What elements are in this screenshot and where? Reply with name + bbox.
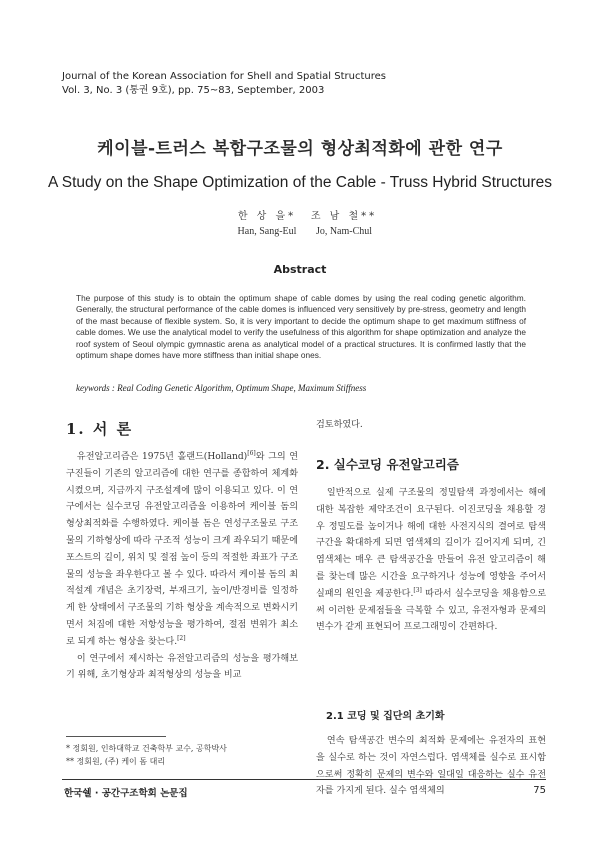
section-2-heading: 2. 실수코딩 유전알고리즘: [316, 457, 459, 472]
text-run: 유전알고리즘은 1975년 홀랜드(Holland): [76, 452, 248, 462]
journal-volume: Vol. 3, No. 3 (통권 9호), pp. 75~83, September, 2003: [62, 85, 325, 96]
reference-mark: [2]: [177, 634, 186, 642]
footer-rule: [62, 779, 546, 780]
section-2-body: [316, 485, 546, 636]
text-run: 따라서 실수코딩을 채용함으로써 이러한 문제점들을 극복할 수 있고, 유전자형과 문제의 변수가 같게 표현되어 프로그래밍이 간편하다.: [316, 588, 546, 633]
journal-header: [62, 70, 386, 98]
footnote-2: ** 정회원, (주) 케이 돔 대리: [66, 757, 166, 766]
footnotes: [66, 742, 227, 768]
text-run: 와 그의 연구진들이 기존의 알고리즘에 대한 연구를 종합하여 체계화시켰으며, 지금까지 구조설계에 많이 이용되고 있다. 이 연구에서는 실수코딩 유전알고리즘을 이용하여 케이블 돔의 형상최적화를 수행하였다. 케이블 돔은 연성구조물로 구조물의 기하형상에 따라 구조적 성능이 크게 좌우되기 때문에 포스트의 길이, 위치 및 절점 높이 등의 적절한 좌표가 구조물의 성능을 좌우한다고 볼 수 있다. 따라서 케이블 돔의 최적설계 개념은 초기장력, 부재크기, 높이/반경비를 일정하게 한 상태에서 구조물의 기하 형상을 계속적으로 변화시키면서 처짐에 대한 저항성능을 평가하여, 절점 변위가 최소로 되게 하는 형상을 찾는다.: [66, 452, 298, 647]
journal-name: Journal of the Korean Association for Shell and Spatial Structures: [62, 71, 386, 82]
author-1-name-ko: 한 상 을*: [237, 211, 297, 222]
footnote-1: * 정회원, 인하대학교 건축학부 교수, 공학박사: [66, 744, 227, 753]
column-left: [66, 449, 298, 684]
subsection-2-1-paragraph: 연속 탐색공간 변수의 최적화 문제에는 유전자의 표현을 실수로 하는 것이 자연스럽다. 염색체를 실수로 표시함으로써 정확히 문제의 변수와 일대일 대응하는 실수 유전자를 가지게 된다. 실수 염색체의: [316, 736, 546, 797]
subsection-2-1-heading: 2.1 코딩 및 집단의 초기화: [326, 711, 445, 722]
section-1-heading: 1. 서 론: [66, 420, 134, 438]
keywords: keywords : Real Coding Genetic Algorithm, Optimum Shape, Maximum Stiffness: [76, 383, 367, 393]
footer-journal: 한국쉘 · 공간구조학회 논문집: [64, 788, 188, 799]
text-run: 일반적으로 실제 구조물의 정밀탐색 과정에서는 해에 대한 복잡한 제약조건이 요구된다. 이진코딩을 채용할 경우 정밀도를 높이거나 해에 대한 사전지식의 결여로 탐색구간을 확대하게 되면 염색체의 길이가 길어지게 되며, 긴 염색체는 매우 큰 탐색공간을 만들어 유전 알고리즘이 해를 찾는데 많은 시간을 요구하거나 성능에 영향을 주어서 실패의 원인을 제공한다.: [316, 488, 546, 599]
column-right-continuation: [316, 417, 546, 434]
footnote-rule: [66, 736, 166, 737]
author-2-name-ko: 조 남 철**: [310, 211, 378, 222]
title-korean: 케이블-트러스 복합구조물의 형상최적화에 관한 연구: [97, 139, 503, 159]
author-1-name-en: Han, Sang-Eul: [237, 226, 297, 237]
subsection-2-1-body: [316, 733, 546, 800]
reference-mark: [6]: [247, 449, 256, 457]
author-2-name-en: Jo, Nam-Chul: [315, 226, 373, 237]
section-1-paragraph-2: 이 연구에서 제시하는 유전알고리즘의 성능을 평가해보기 위해, 초기형상과 최적형상의 성능을 비교: [66, 653, 298, 681]
reference-mark: [3]: [413, 586, 422, 594]
section-1-paragraph-1: [66, 449, 298, 651]
abstract-text: The purpose of this study is to obtain the optimum shape of cable domes by using the real coding genetic algorithm. Generally, the structural performance of the cable domes is influenced very sensitively by pre-stress, geometry and length of the mast because of flexible system. So, it is very important to decide the optimum shape to get maximum stiffness of cable domes. We use the analytical model to verify the usefulness of this algorithm for shape optimization and analyze the roof system of Seoul olympic gymnastic arena as analytical model of a practical structures. It is confirmed lastly that the optimum shape domes have more stiffness than initial shape ones.: [76, 293, 526, 361]
title-english: A Study on the Shape Optimization of the Cable - Truss Hybrid Structures: [48, 174, 552, 191]
section-2-paragraph-1: [316, 485, 546, 636]
author-2: [289, 207, 399, 237]
continued-text: 검토하였다.: [316, 420, 363, 430]
abstract-heading: Abstract: [273, 263, 327, 276]
page-number: 75: [533, 785, 546, 796]
